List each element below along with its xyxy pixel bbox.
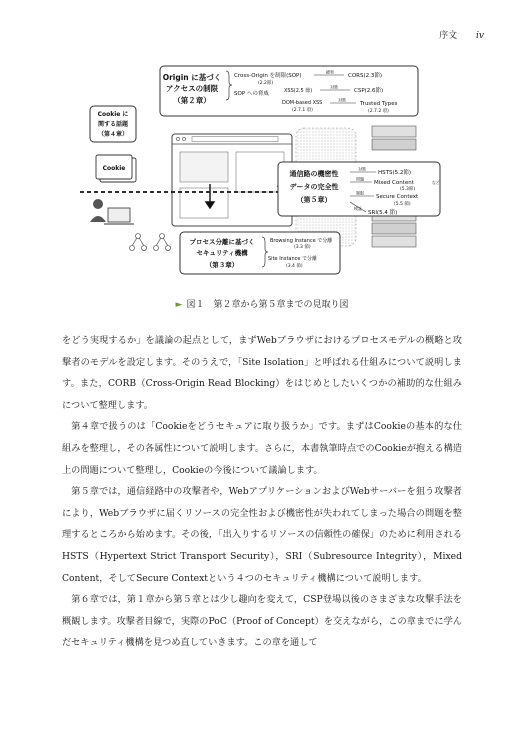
integrity-box-line2: データの完全性 (289, 183, 339, 191)
body-text (62, 330, 462, 654)
sop-restriction-sub: (2.2節) (258, 81, 274, 86)
figure-diagram (60, 62, 464, 284)
dom-xss-sub: (2.7.1 項) (292, 108, 313, 113)
mixed-sub: (5.3節) (400, 187, 416, 192)
secure-context-sub: (5.5 節) (394, 202, 411, 207)
process-tree-icon (130, 234, 171, 251)
xss-label: XSS(2.5 節) (284, 88, 313, 94)
cookie-box-line3: （第４章） (97, 131, 129, 138)
secure-context-label: Secure Context (376, 194, 419, 200)
diagram-svg (60, 62, 464, 284)
integrity-box (278, 162, 440, 216)
mixed-rel: 問題 (356, 176, 364, 182)
integrity-box-line1: 通信路の機密性 (289, 170, 339, 178)
cookie-box-line2: 関する話題 (97, 121, 129, 128)
secure-context-rel: 制限 (356, 190, 364, 196)
sop-threat: SOP への脅威 (234, 91, 269, 97)
origin-box (160, 66, 418, 116)
browsing-instance-label: Browsing Instance で分離 (270, 238, 333, 244)
page-number: ⅳ (476, 31, 484, 41)
mixed-suffix: など (432, 180, 440, 185)
isolation-box (180, 232, 340, 274)
origin-box-line1: Origin に基づく (162, 73, 222, 82)
cors-label: CORS(2.3節) (348, 73, 383, 79)
xss-rel: 対策 (330, 84, 338, 90)
sri-rel: 検証 (354, 206, 362, 211)
site-instance-label: Site Instance で分離 (268, 256, 318, 262)
hsts-rel: 対策 (358, 166, 366, 172)
browsing-instance-sub: (3.3 節) (294, 245, 311, 250)
browser-window-illustration (172, 134, 292, 226)
dom-xss-label: DOM-based XSS (282, 100, 323, 106)
section-title: 序文 (439, 31, 458, 41)
isolation-box-line1: プロセス分離に基づく (189, 238, 255, 246)
cookie-box-line1: Cookie に (97, 111, 129, 118)
dom-xss-rel: 対策 (338, 97, 346, 103)
origin-box-line2: アクセスの制限 (165, 84, 219, 93)
cookie-document-icon (96, 155, 136, 182)
isolation-box-line2: セキュリティ機構 (196, 249, 248, 257)
cors-rel: 緩和 (326, 69, 334, 75)
caption-text: 図１ 第２章から第５章までの見取り図 (186, 300, 349, 310)
running-header (439, 28, 484, 41)
cookie-label: Cookie (102, 165, 126, 172)
isolation-box-line3: （第３章） (205, 261, 239, 269)
sop-restriction: Cross-Origin を制限(SOP) (234, 73, 302, 79)
paragraph: をどう実現するか」を議論の起点として，まずWebブラウザにおけるプロセスモデルの概略と攻撃者のモデルを設定します。そのうえで，「Site Isolation」と呼ばれる仕組みについて説明します。また，CORB（Cross-Origin Read Blocking）をはじめとしたいくつかの補助的な仕組みについて整理します。 (62, 335, 462, 411)
sri-label: SRI(5.4 節) (368, 210, 398, 216)
cookie-box (90, 106, 136, 142)
trusted-types-label: Trusted Types (360, 101, 398, 107)
caption-marker: ► (175, 300, 183, 310)
hsts-label: HSTS(5.2節) (378, 170, 412, 176)
csp-label: CSP(2.6節) (354, 88, 384, 94)
paragraph: 第５章では，通信経路中の攻撃者や，WebアプリケーションおよびWebサーバーを狙う攻撃者により，Webブラウザに届くリソースの完全性および機密性が失われてしまった場合の問題を整理するところから始めます。その後，「出入りするリソースの信頼性の確保」のために利用されるHSTS（Hypertext Strict Transport Security），SRI（Subresource Integrity），Mixed Content，そしてSecure Contextという４つのセキュリティ機構について説明します。 (62, 486, 462, 584)
trusted-types-sub: (2.7.2 項) (368, 109, 389, 114)
origin-box-line3: （第２章） (173, 96, 211, 105)
paragraph: 第４章で扱うのは「Cookieをどうセキュアに取り扱うか」です。まずはCookieの基本的な仕組みを整理し，その各属性について説明します。さらに，本書執筆時点でのCookieが抱える構造上の問題について整理し，Cookieの今後について議論します。 (62, 421, 462, 476)
user-icon (90, 199, 134, 224)
site-instance-sub: (3.4 節) (286, 264, 303, 269)
integrity-box-line3: （第５章） (296, 196, 332, 204)
figure-caption (0, 297, 524, 310)
paragraph: 第６章では，第１章から第５章とは少し趣向を変えて，CSP登場以後のさまざまな攻撃手法を概観します。攻撃者目線で，実際のPoC（Proof of Concept）を交えながら，この章までに学んだセキュリティ機構を見つめ直していきます。この章を通して (62, 594, 462, 649)
mixed-label: Mixed Content (374, 180, 414, 186)
